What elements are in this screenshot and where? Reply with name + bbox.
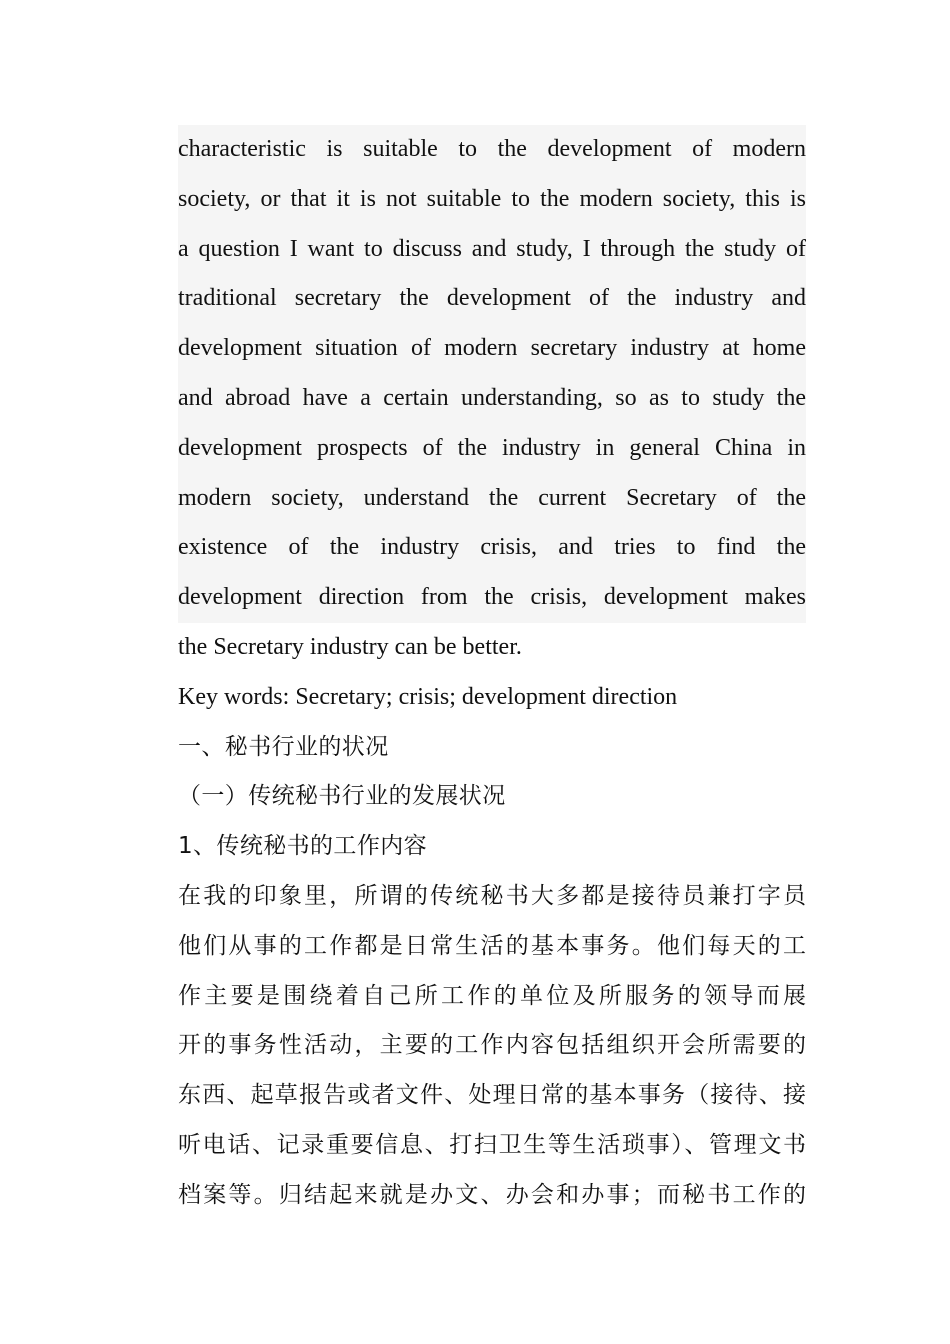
- body-line: 他们从事的工作都是日常生活的基本事务。他们每天的工: [178, 932, 806, 959]
- body-line: 在我的印象里，所谓的传统秘书大多都是接待员兼打字员: [178, 882, 806, 909]
- keywords-line: Key words: Secretary; crisis; development direction: [178, 683, 678, 710]
- body-line: 东西、起草报告或者文件、处理日常的基本事务（接待、接: [178, 1082, 806, 1109]
- body-line: 开的事务性活动，主要的工作内容包括组织开会所需要的: [178, 1032, 806, 1059]
- body-line: 档案等。归结起来就是办文、办会和办事；而秘书工作的: [178, 1181, 806, 1208]
- section-heading: 一、秘书行业的状况: [178, 733, 389, 760]
- abstract-line: a question I want to discuss and study, I through the study of: [178, 225, 806, 275]
- abstract-line: development prospects of the industry in general China in: [178, 424, 806, 474]
- abstract-line: characteristic is suitable to the development of modern: [178, 125, 806, 175]
- abstract-line: development situation of modern secretary industry at home: [178, 324, 806, 374]
- abstract-line: existence of the industry crisis, and tries to find the: [178, 523, 806, 573]
- subsection-heading: （一）传统秘书行业的发展状况: [178, 783, 506, 810]
- abstract-line: modern society, understand the current Secretary of the: [178, 474, 806, 524]
- abstract-line: traditional secretary the development of the industry and: [178, 274, 806, 324]
- abstract-line: and abroad have a certain understanding, so as to study the: [178, 374, 806, 424]
- abstract-line: development direction from the crisis, development makes: [178, 573, 806, 623]
- body-line: 作主要是围绕着自己所工作的单位及所服务的领导而展: [178, 982, 806, 1009]
- document-body: [178, 125, 806, 1221]
- abstract-line: society, or that it is not suitable to the modern society, this is: [178, 175, 806, 225]
- item-heading: 1、传统秘书的工作内容: [178, 833, 428, 860]
- body-line: 听电话、记录重要信息、打扫卫生等生活琐事）、管理文书: [178, 1131, 806, 1158]
- abstract-last-line: the Secretary industry can be better.: [178, 633, 522, 660]
